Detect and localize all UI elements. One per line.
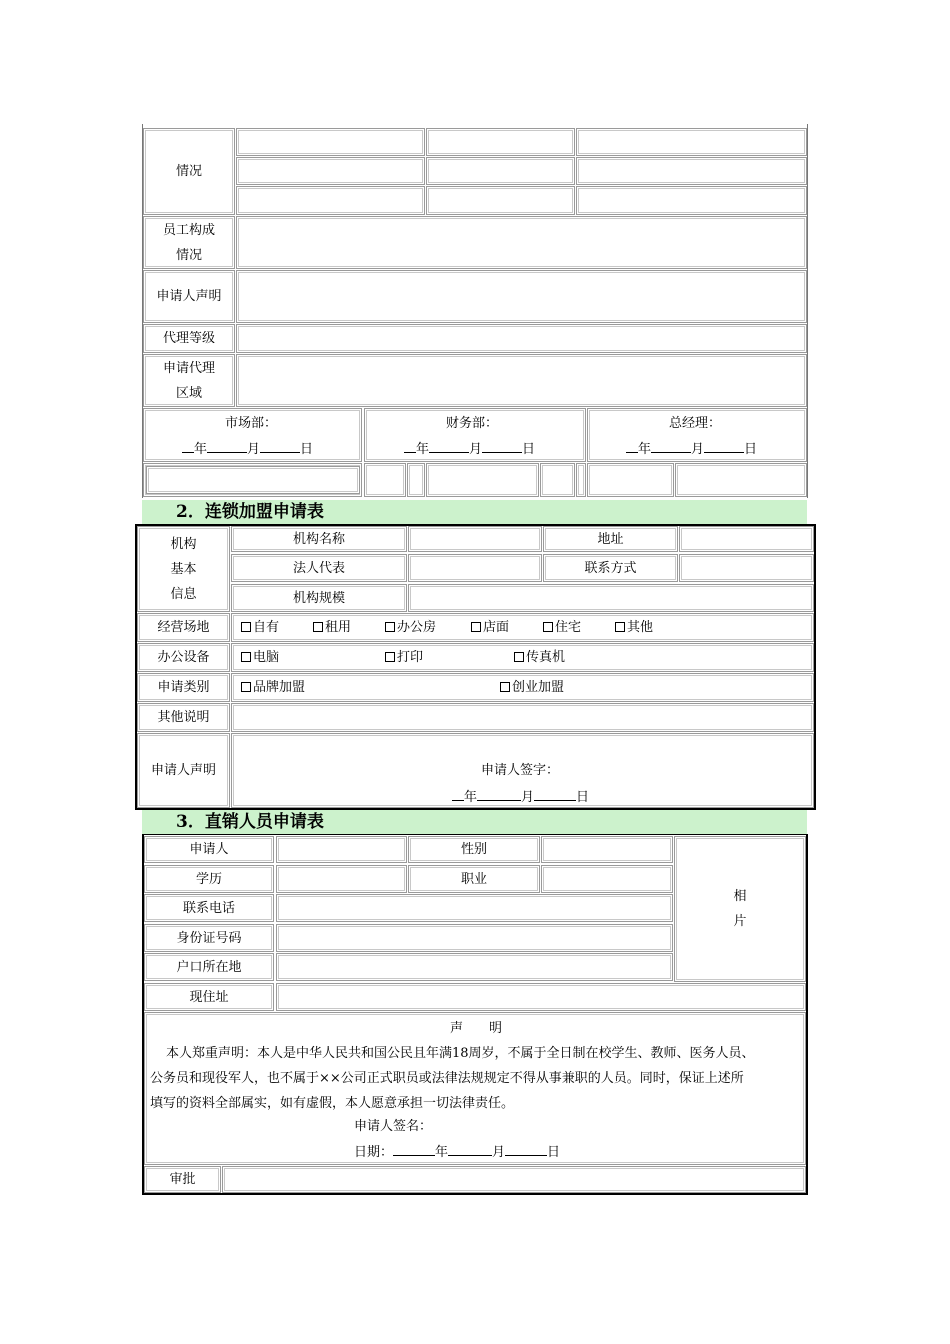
declaration-line-2: 公务员和现役军人，也不属于××公司正式职员或法律法规规定不得从事兼职的人员。同时，保证上述所: [150, 1071, 744, 1086]
month-blank[interactable]: [207, 439, 247, 453]
other-field[interactable]: [231, 703, 814, 732]
option-label: 店面: [483, 620, 510, 635]
year-label: 年: [194, 442, 208, 457]
org-scale-label: 机构规模: [292, 590, 345, 606]
year-label: 年: [638, 442, 652, 457]
org-name-label: 机构名称: [292, 531, 345, 547]
category-option[interactable]: [500, 679, 564, 697]
education-field[interactable]: [276, 865, 407, 893]
option-label: 传真机: [526, 650, 566, 665]
applicant-label: 申请人: [189, 842, 229, 857]
legal-rep-label: 法人代表: [292, 560, 345, 576]
agency-level-field[interactable]: [236, 324, 807, 353]
checkbox[interactable]: [241, 622, 251, 632]
month-label: 月: [469, 442, 483, 457]
org-info-line2: 基本: [170, 561, 197, 577]
org-info-label: [137, 526, 230, 612]
agency-region-line2: 区域: [175, 385, 202, 401]
org-info-line3: 信息: [170, 586, 197, 602]
staff-composition-line2: 情况: [175, 247, 202, 263]
agency-region-field[interactable]: [236, 354, 807, 407]
year-blank[interactable]: [626, 439, 638, 453]
declaration-block: [150, 1016, 802, 1116]
year-label: 年: [435, 1145, 449, 1160]
day-label: 日: [522, 442, 536, 457]
current-address-field[interactable]: [276, 983, 806, 1011]
situation-field[interactable]: [236, 186, 425, 215]
checkbox[interactable]: [500, 682, 510, 692]
checkbox[interactable]: [471, 622, 481, 632]
gender-field[interactable]: [541, 836, 673, 863]
empty-cell: [540, 463, 575, 497]
hukou-field[interactable]: [276, 953, 673, 981]
direct-sales-form-heading: 3．直销人员申请表: [142, 810, 807, 834]
photo-line2: 片: [733, 914, 747, 929]
empty-cell: [675, 463, 807, 497]
day-label: 日: [744, 442, 758, 457]
option-label: 品牌加盟: [253, 680, 306, 695]
phone-label: 联系电话: [182, 900, 235, 916]
equipment-label: 办公设备: [157, 650, 210, 665]
empty-cell: [364, 463, 406, 497]
empty-cell: [576, 463, 586, 497]
empty-cell: [587, 463, 674, 497]
day-label: 日: [576, 790, 590, 805]
agency-region-line1: 申请代理: [162, 360, 215, 376]
staff-composition-field[interactable]: [236, 216, 807, 269]
month-label: 月: [521, 790, 535, 805]
address-label: 地址: [597, 531, 624, 547]
applicant-statement-field[interactable]: [236, 270, 807, 323]
venue-label: 经营场地: [157, 620, 210, 635]
applicant-field[interactable]: [276, 836, 407, 863]
year-blank[interactable]: [393, 1142, 435, 1156]
staff-composition-line1: 员工构成: [162, 222, 215, 238]
franchise-signature-label: 申请人签字：: [481, 763, 560, 778]
checkbox[interactable]: [543, 622, 553, 632]
checkbox[interactable]: [241, 652, 251, 662]
approval-label: 审批: [169, 1172, 196, 1187]
empty-cell: [407, 463, 425, 497]
venue-option[interactable]: [313, 619, 351, 637]
option-label: 自有: [253, 620, 280, 635]
venue-option[interactable]: [241, 619, 279, 637]
option-label: 打印: [397, 650, 424, 665]
approval-field[interactable]: [222, 1166, 806, 1193]
equipment-option[interactable]: [385, 649, 423, 667]
current-address-label: 现住址: [189, 989, 229, 1005]
finance-dept-label: 财务部：: [446, 416, 499, 431]
occupation-field[interactable]: [541, 865, 673, 893]
situation-field[interactable]: [576, 186, 807, 215]
declaration-date: [354, 1142, 560, 1162]
category-label: 申请类别: [157, 680, 210, 695]
category-option[interactable]: [241, 679, 305, 697]
market-dept-date: [182, 439, 313, 459]
situation-field[interactable]: [576, 157, 807, 185]
year-label: 年: [416, 442, 430, 457]
year-blank[interactable]: [404, 439, 416, 453]
venue-option[interactable]: [471, 619, 509, 637]
day-blank[interactable]: [534, 787, 576, 801]
month-blank[interactable]: [429, 439, 469, 453]
year-label: 年: [464, 790, 478, 805]
day-blank[interactable]: [482, 439, 522, 453]
org-name-field[interactable]: [408, 526, 542, 552]
option-label: 租用: [325, 620, 352, 635]
situation-field[interactable]: [576, 128, 807, 156]
situation-field[interactable]: [236, 128, 425, 156]
declaration-line-1: 本人郑重声明：本人是中华人民共和国公民且年满18周岁，不属于全日制在校学生、教师、医务人员、: [166, 1046, 755, 1061]
finance-dept-date: [404, 439, 535, 459]
franchise-date: [452, 787, 589, 807]
declaration-signature-label: 申请人签名：: [354, 1119, 433, 1134]
date-label: 日期：: [354, 1145, 394, 1160]
checkbox[interactable]: [615, 622, 625, 632]
option-label: 住宅: [555, 620, 582, 635]
year-blank[interactable]: [182, 439, 194, 453]
month-label: 月: [492, 1145, 506, 1160]
education-label: 学历: [195, 871, 222, 887]
general-manager-label: 总经理：: [669, 416, 722, 431]
checkbox[interactable]: [514, 652, 524, 662]
phone-field[interactable]: [276, 894, 673, 922]
month-label: 月: [247, 442, 261, 457]
gender-label: 性别: [460, 842, 487, 857]
month-blank[interactable]: [448, 1142, 492, 1156]
staff-composition-label: [143, 216, 235, 269]
franchise-form-heading: 2．连锁加盟申请表: [142, 500, 807, 524]
situation-field[interactable]: [426, 128, 575, 156]
situation-field[interactable]: [426, 157, 575, 185]
option-label: 电脑: [253, 650, 280, 665]
option-label: 创业加盟: [512, 680, 565, 695]
day-blank[interactable]: [704, 439, 744, 453]
declaration-title: 声 明: [449, 1021, 502, 1036]
option-label: 其他: [627, 620, 654, 635]
legal-rep-field[interactable]: [408, 554, 542, 582]
venue-option[interactable]: [385, 619, 436, 637]
day-blank[interactable]: [260, 439, 300, 453]
empty-cell: [146, 466, 360, 494]
situation-field[interactable]: [426, 186, 575, 215]
contact-label: 联系方式: [584, 560, 637, 576]
declaration-line-3: 填写的资料全部属实，如有虚假，本人愿意承担一切法律责任。: [150, 1096, 515, 1111]
month-blank[interactable]: [477, 787, 521, 801]
occupation-label: 职业: [460, 871, 487, 887]
org-info-line1: 机构: [170, 536, 197, 552]
contact-field[interactable]: [679, 554, 814, 582]
equipment-option[interactable]: [514, 649, 565, 667]
id-number-field[interactable]: [276, 924, 673, 952]
month-label: 月: [691, 442, 705, 457]
day-label: 日: [300, 442, 314, 457]
equipment-option[interactable]: [241, 649, 279, 667]
address-field[interactable]: [679, 526, 814, 552]
agency-region-label: [143, 354, 235, 407]
photo-line1: 相: [733, 889, 747, 904]
situation-field[interactable]: [236, 157, 425, 185]
empty-cell: [426, 463, 539, 497]
day-blank[interactable]: [505, 1142, 547, 1156]
venue-option[interactable]: [543, 619, 581, 637]
option-label: 办公房: [397, 620, 437, 635]
applicant-statement-label: 申请人声明: [156, 289, 222, 304]
checkbox[interactable]: [241, 682, 251, 692]
hukou-label: 户口所在地: [176, 959, 242, 975]
id-number-label: 身份证号码: [176, 930, 242, 946]
year-blank[interactable]: [452, 787, 464, 801]
situation-label: 情况: [175, 164, 202, 179]
other-label: 其他说明: [157, 710, 210, 725]
month-blank[interactable]: [651, 439, 691, 453]
general-manager-date: [626, 439, 757, 459]
franchise-statement-label: 申请人声明: [150, 763, 216, 778]
checkbox[interactable]: [385, 652, 395, 662]
checkbox[interactable]: [385, 622, 395, 632]
day-label: 日: [547, 1145, 561, 1160]
venue-option[interactable]: [615, 619, 653, 637]
agency-level-label: 代理等级: [162, 331, 215, 346]
org-scale-field[interactable]: [408, 584, 814, 612]
market-dept-label: 市场部：: [225, 416, 278, 431]
checkbox[interactable]: [313, 622, 323, 632]
photo-label: [674, 836, 806, 982]
